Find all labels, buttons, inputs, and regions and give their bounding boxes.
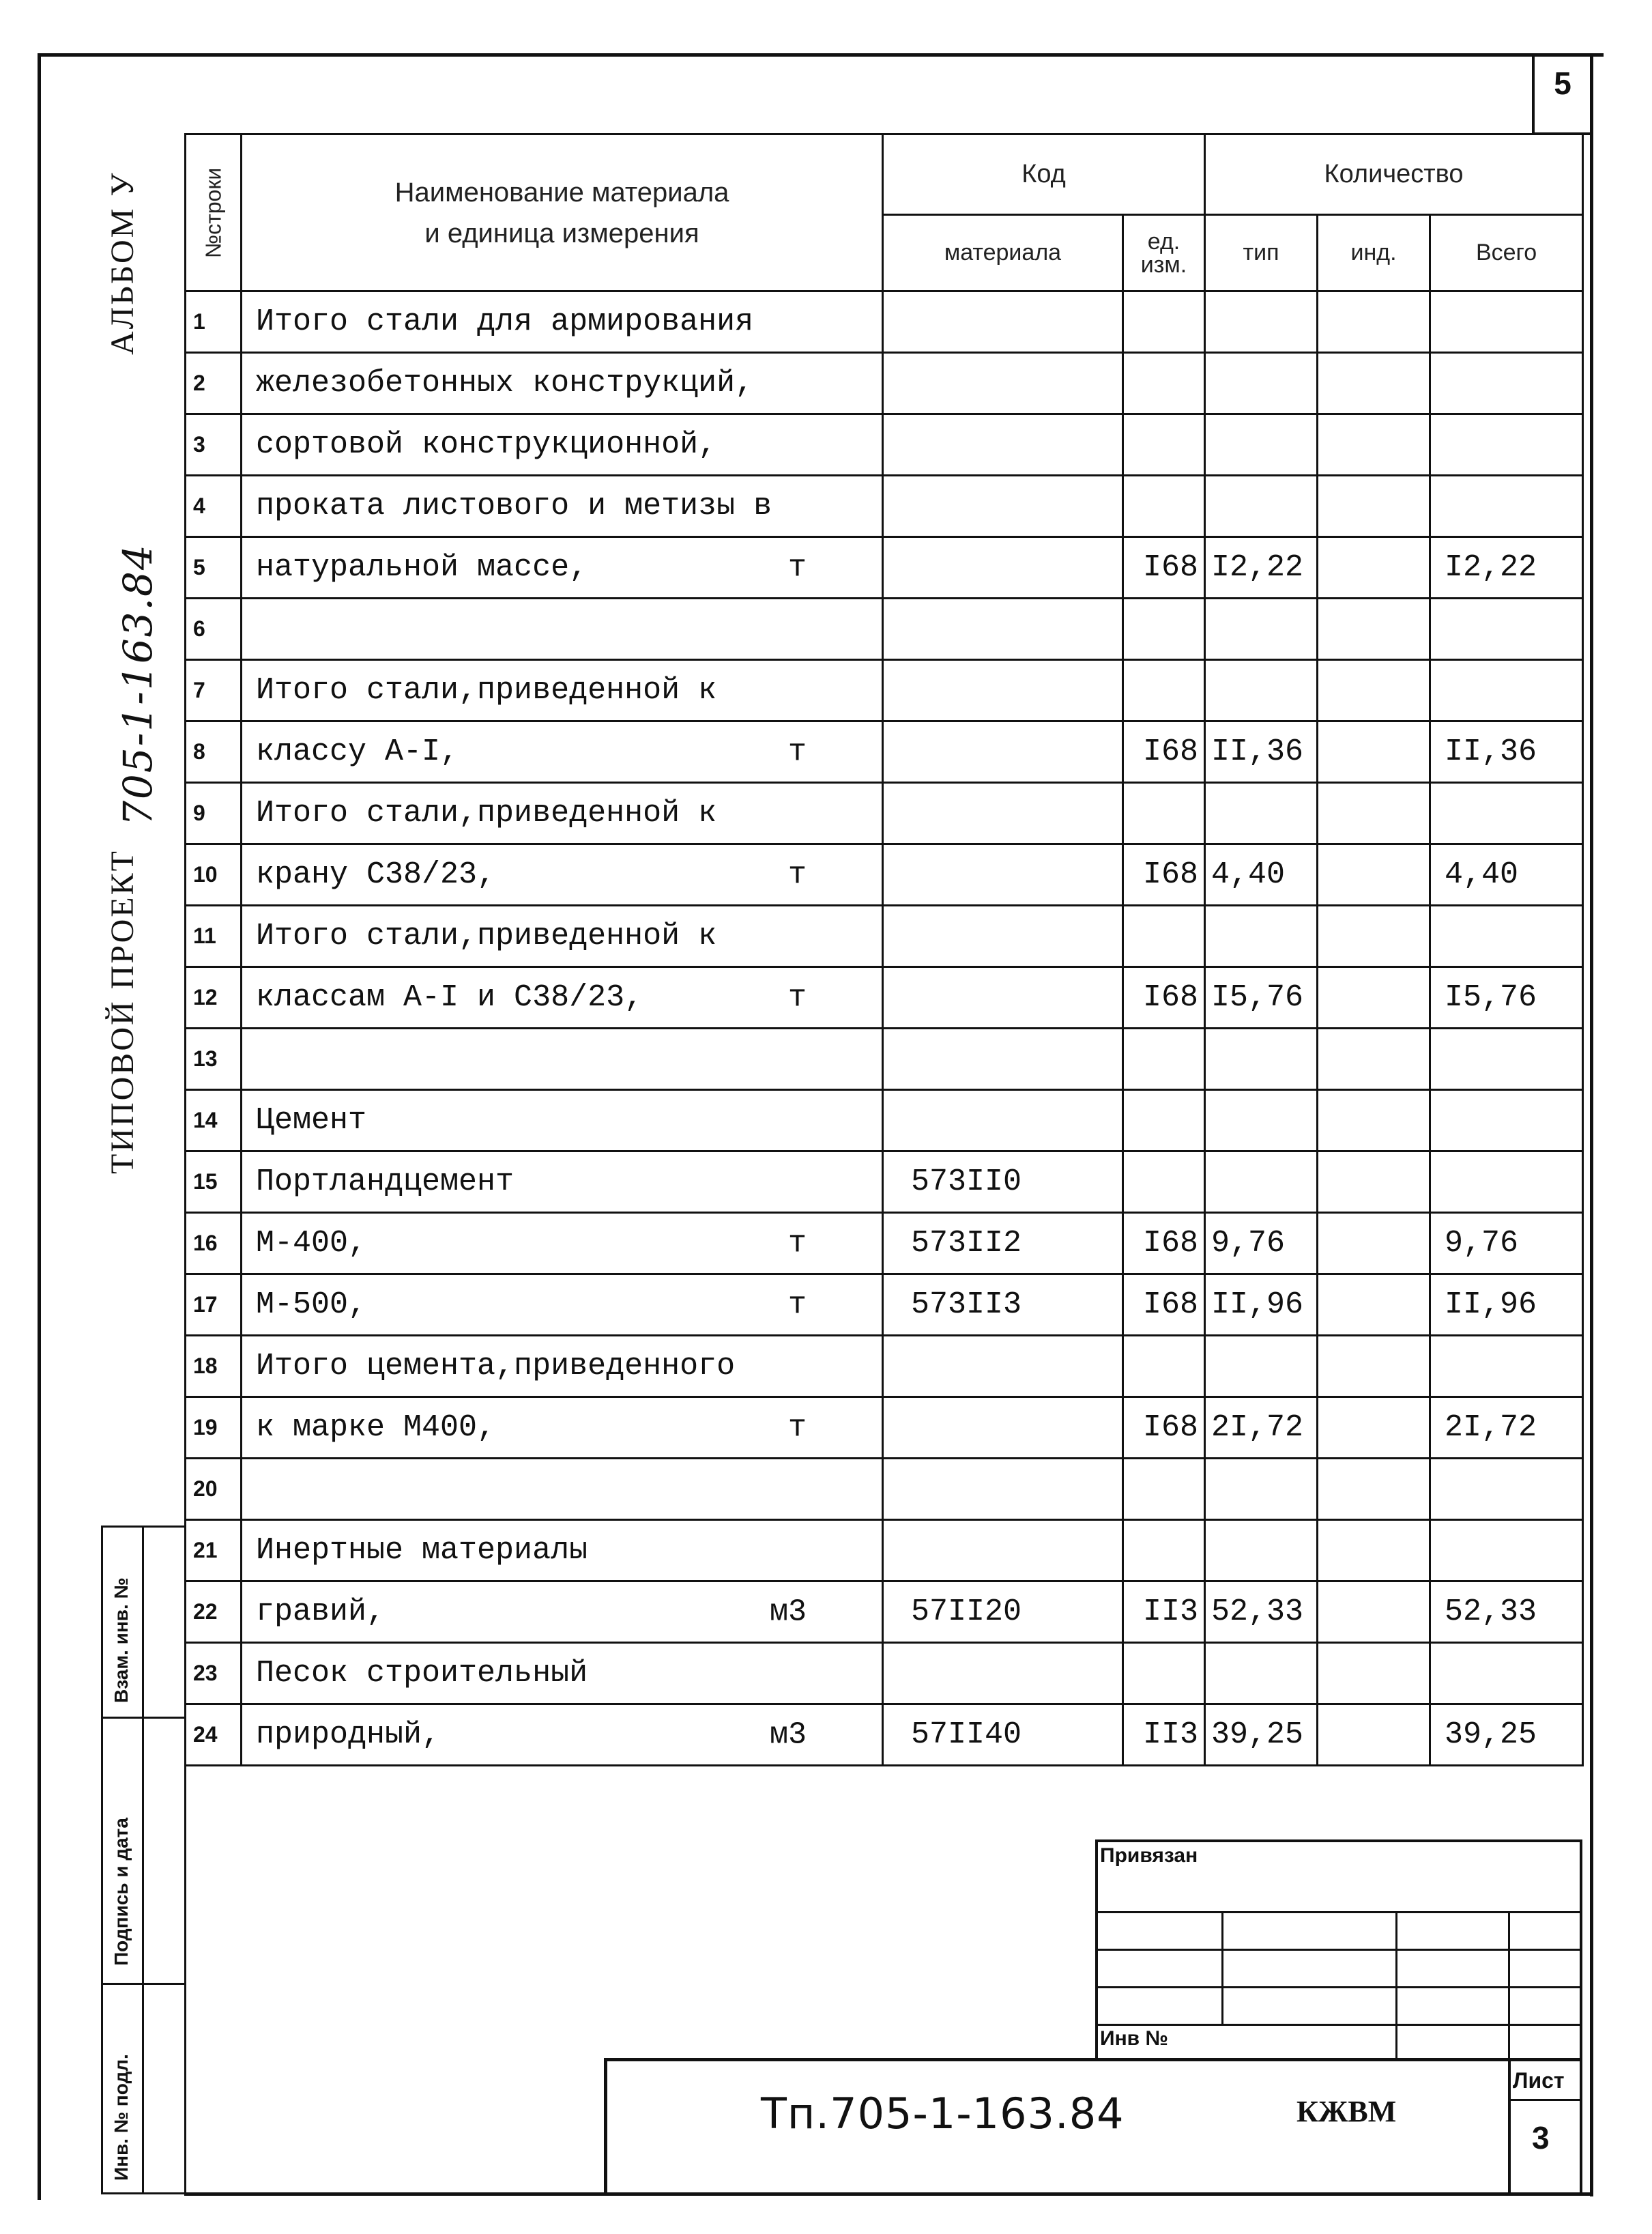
qty-total [1430,353,1583,414]
material-name [242,1581,883,1643]
qty-ind [1318,476,1430,537]
row-number: 17 [186,1274,242,1336]
table-row [186,291,1583,353]
table-row [186,599,1583,660]
header-name-line2: и единица измерения [424,218,699,248]
qty-total [1430,1643,1583,1704]
unit-symbol: т [787,1287,807,1322]
header-quantity: Количество [1205,134,1583,215]
qty-type [1205,906,1318,967]
material-name-text: природный, [256,1717,441,1752]
inv-no-label: Инв № [1100,2027,1168,2050]
material-code [883,906,1123,967]
unit-code [1123,1336,1205,1397]
sheet-value: 3 [1532,2120,1550,2156]
table-row [186,1213,1583,1274]
unit-code [1123,1643,1205,1704]
unit-symbol: т [787,857,807,892]
qty-total: I5,76 [1430,967,1583,1029]
material-name [242,1274,883,1336]
table-row [186,476,1583,537]
material-code [883,414,1123,476]
album-label: АЛЬБОМ У [104,171,141,355]
table-row [186,1090,1583,1151]
unit-code [1123,783,1205,844]
material-name-text: Итого стали,приведенной к [256,673,717,708]
row-number: 23 [186,1643,242,1704]
material-code [883,291,1123,353]
qty-type: I5,76 [1205,967,1318,1029]
header-row-1 [186,134,1583,215]
unit-code [1123,1090,1205,1151]
tied-col-3 [1508,1911,1510,2058]
qty-type: II,36 [1205,721,1318,783]
qty-type [1205,1520,1318,1581]
row-number: 16 [186,1213,242,1274]
material-name-text: Итого стали,приведенной к [256,796,717,831]
row-number: 9 [186,783,242,844]
material-name-text: Цемент [256,1103,367,1138]
material-name-text: железобетонных конструкций, [256,366,754,401]
table-row [186,414,1583,476]
row-number: 24 [186,1704,242,1766]
table-row [186,1274,1583,1336]
material-name [242,721,883,783]
header-code-material: материала [883,215,1123,291]
qty-type [1205,353,1318,414]
material-name [242,1459,883,1520]
qty-total [1430,476,1583,537]
unit-code: I68 [1123,1274,1205,1336]
project-number-handwritten: 705-1-163.84 [115,543,161,826]
qty-type [1205,660,1318,721]
table-row [186,1029,1583,1090]
unit-code: I68 [1123,1397,1205,1459]
material-code [883,721,1123,783]
qty-total: 39,25 [1430,1704,1583,1766]
material-code: 573II2 [883,1213,1123,1274]
table-row [186,1643,1583,1704]
material-code [883,1029,1123,1090]
stamp-sign-date: Подпись и дата [111,1818,132,1966]
row-number: 2 [186,353,242,414]
table-row [186,660,1583,721]
qty-type [1205,1029,1318,1090]
material-code [883,783,1123,844]
qty-ind [1318,967,1430,1029]
unit-code [1123,906,1205,967]
stamp-inv-orig: Инв. № подл. [111,2054,132,2181]
material-code [883,844,1123,906]
material-code [883,537,1123,599]
material-name [242,1397,883,1459]
material-name [242,1029,883,1090]
unit-code: I68 [1123,1213,1205,1274]
qty-total [1430,1520,1583,1581]
row-number: 12 [186,967,242,1029]
unit-code [1123,1520,1205,1581]
qty-total: II,36 [1430,721,1583,783]
header-code-unit: ед. изм. [1123,215,1205,291]
unit-symbol: т [787,1410,807,1445]
row-number: 22 [186,1581,242,1643]
qty-type [1205,414,1318,476]
unit-code [1123,414,1205,476]
material-name-text: проката листового и метизы в [256,489,772,524]
material-code [883,599,1123,660]
qty-ind [1318,537,1430,599]
qty-ind [1318,1029,1430,1090]
material-code [883,660,1123,721]
stamp-line-1 [101,1526,184,1528]
unit-code [1123,1459,1205,1520]
qty-type: 4,40 [1205,844,1318,906]
header-qty-total: Всего [1430,215,1583,291]
table-row [186,1520,1583,1581]
tied-col-1 [1221,1911,1223,2024]
spec-table-body [186,291,1583,1766]
qty-total [1430,660,1583,721]
header-qty-ind: инд. [1318,215,1430,291]
material-name [242,1090,883,1151]
material-name-text: Инертные материалы [256,1533,588,1568]
unit-symbol: т [787,550,807,585]
unit-symbol: т [787,734,807,769]
qty-total: 9,76 [1430,1213,1583,1274]
row-number: 10 [186,844,242,906]
qty-type: 2I,72 [1205,1397,1318,1459]
qty-ind [1318,721,1430,783]
qty-ind [1318,660,1430,721]
qty-total [1430,1336,1583,1397]
qty-total [1430,414,1583,476]
unit-code: I68 [1123,537,1205,599]
qty-ind [1318,1397,1430,1459]
stamp-sheet-right [1580,2058,1582,2194]
qty-total [1430,906,1583,967]
material-name [242,1151,883,1213]
material-code: 57II20 [883,1581,1123,1643]
stamp-border-mid [142,1526,144,2194]
qty-ind [1318,414,1430,476]
qty-type [1205,1336,1318,1397]
material-name [242,1704,883,1766]
material-code [883,967,1123,1029]
material-code [883,1643,1123,1704]
material-code [883,476,1123,537]
qty-ind [1318,1520,1430,1581]
table-row [186,353,1583,414]
qty-type [1205,599,1318,660]
material-name-text: классам А-I и С38/23, [256,980,643,1015]
table-row [186,537,1583,599]
material-name [242,476,883,537]
stamp-line-2 [101,1717,184,1719]
material-name-text: М-400, [256,1226,367,1261]
stamp-sheet-divider [1508,2099,1582,2101]
table-row [186,783,1583,844]
unit-symbol: м3 [769,1594,807,1629]
qty-type [1205,1151,1318,1213]
qty-type [1205,476,1318,537]
qty-ind [1318,353,1430,414]
drawing-frame-right [1590,53,1593,2196]
material-name [242,1643,883,1704]
unit-symbol: м3 [769,1717,807,1752]
tied-top [1095,1839,1582,1842]
qty-total: I2,22 [1430,537,1583,599]
qty-ind [1318,599,1430,660]
header-row-number: №строки [186,134,242,291]
unit-code: II3 [1123,1581,1205,1643]
stamp-replaced-inv: Взам. инв. № [111,1577,132,1703]
qty-ind [1318,1459,1430,1520]
material-name [242,1213,883,1274]
qty-total [1430,291,1583,353]
qty-ind [1318,906,1430,967]
row-number: 4 [186,476,242,537]
stamp-line-4 [101,2192,184,2194]
material-code: 573II0 [883,1151,1123,1213]
qty-ind [1318,1581,1430,1643]
row-number: 18 [186,1336,242,1397]
material-name-text: натуральной массе, [256,550,588,585]
material-name-text: крану С38/23, [256,857,496,892]
table-row [186,1459,1583,1520]
qty-type: I2,22 [1205,537,1318,599]
qty-type: 39,25 [1205,1704,1318,1766]
qty-ind [1318,291,1430,353]
row-number: 21 [186,1520,242,1581]
material-name [242,844,883,906]
material-name-text: к марке М400, [256,1410,496,1445]
table-row [186,967,1583,1029]
row-number: 5 [186,537,242,599]
stamp-border-left [101,1526,103,2194]
stamp-main-left [604,2058,607,2194]
unit-code [1123,1029,1205,1090]
material-name-text: М-500, [256,1287,367,1322]
unit-code [1123,291,1205,353]
qty-total: 52,33 [1430,1581,1583,1643]
qty-ind [1318,1704,1430,1766]
qty-type [1205,1090,1318,1151]
row-number: 11 [186,906,242,967]
qty-type [1205,1643,1318,1704]
material-name [242,967,883,1029]
tied-col-2 [1395,1911,1397,2058]
row-number: 7 [186,660,242,721]
header-name-line1: Наименование материала [394,177,729,207]
unit-code [1123,660,1205,721]
qty-total: 4,40 [1430,844,1583,906]
material-name-text: Итого стали для армирования [256,304,754,339]
material-name [242,1520,883,1581]
table-row [186,721,1583,783]
unit-code: I68 [1123,721,1205,783]
row-number: 3 [186,414,242,476]
header-material-name [242,134,883,291]
unit-symbol: т [787,1226,807,1261]
table-row [186,1397,1583,1459]
material-code [883,1090,1123,1151]
material-name [242,783,883,844]
material-name [242,599,883,660]
row-number: 20 [186,1459,242,1520]
sheet-number: 5 [1554,66,1571,101]
project-label: ТИПОВОЙ ПРОЕКТ [104,849,141,1174]
unit-code: II3 [1123,1704,1205,1766]
doc-code: Тп.705-1-163.84 [761,2089,1125,2138]
row-number: 6 [186,599,242,660]
material-code [883,1397,1123,1459]
unit-code: I68 [1123,844,1205,906]
unit-symbol: т [787,980,807,1015]
qty-type: 52,33 [1205,1581,1318,1643]
material-spec-table [184,133,1584,1766]
tied-label: Привязан [1100,1844,1198,1867]
material-code [883,1520,1123,1581]
qty-type [1205,783,1318,844]
stamp-line-3 [101,1983,184,1985]
material-code [883,1459,1123,1520]
row-number: 13 [186,1029,242,1090]
material-code [883,1336,1123,1397]
stamp-main-top [604,2058,1582,2061]
doc-mark: КЖВМ [1296,2095,1397,2128]
table-row [186,1581,1583,1643]
table-row [186,906,1583,967]
material-name [242,414,883,476]
qty-type: 9,76 [1205,1213,1318,1274]
qty-ind [1318,1274,1430,1336]
row-number: 15 [186,1151,242,1213]
qty-ind [1318,1090,1430,1151]
material-name [242,353,883,414]
unit-code [1123,1151,1205,1213]
material-code: 57II40 [883,1704,1123,1766]
unit-code [1123,353,1205,414]
qty-type: II,96 [1205,1274,1318,1336]
material-code [883,353,1123,414]
qty-type [1205,1459,1318,1520]
material-name [242,906,883,967]
material-code: 573II3 [883,1274,1123,1336]
material-name [242,1336,883,1397]
row-number: 1 [186,291,242,353]
qty-ind [1318,1643,1430,1704]
table-row [186,1336,1583,1397]
row-number: 19 [186,1397,242,1459]
table-row [186,1704,1583,1766]
header-code: Код [883,134,1205,215]
qty-total [1430,783,1583,844]
table-row [186,844,1583,906]
material-name [242,537,883,599]
table-row [186,1151,1583,1213]
qty-total [1430,1029,1583,1090]
material-name-text: сортовой конструкционной, [256,427,717,462]
material-name-text: гравий, [256,1594,386,1629]
qty-ind [1318,1213,1430,1274]
qty-ind [1318,1151,1430,1213]
frame-inner-left [184,1717,186,2194]
unit-code [1123,599,1205,660]
qty-ind [1318,1336,1430,1397]
qty-total [1430,1090,1583,1151]
unit-code: I68 [1123,967,1205,1029]
qty-ind [1318,844,1430,906]
qty-total: II,96 [1430,1274,1583,1336]
qty-type [1205,291,1318,353]
material-name-text: Песок строительный [256,1656,588,1691]
material-name-text: Итого стали,приведенной к [256,919,717,954]
material-name [242,660,883,721]
row-number: 8 [186,721,242,783]
material-name-text: Итого цемента,приведенного [256,1349,736,1384]
header-qty-type: тип [1205,215,1318,291]
qty-total: 2I,72 [1430,1397,1583,1459]
qty-total [1430,599,1583,660]
unit-code [1123,476,1205,537]
frame-bottom [184,2192,1593,2196]
qty-total [1430,1151,1583,1213]
row-number: 14 [186,1090,242,1151]
material-name [242,291,883,353]
qty-total [1430,1459,1583,1520]
qty-ind [1318,783,1430,844]
stamp-sheet-left [1508,2058,1511,2194]
material-name-text: классу А-I, [256,734,459,769]
sheet-label: Лист [1513,2068,1565,2093]
material-name-text: Портландцемент [256,1164,515,1199]
